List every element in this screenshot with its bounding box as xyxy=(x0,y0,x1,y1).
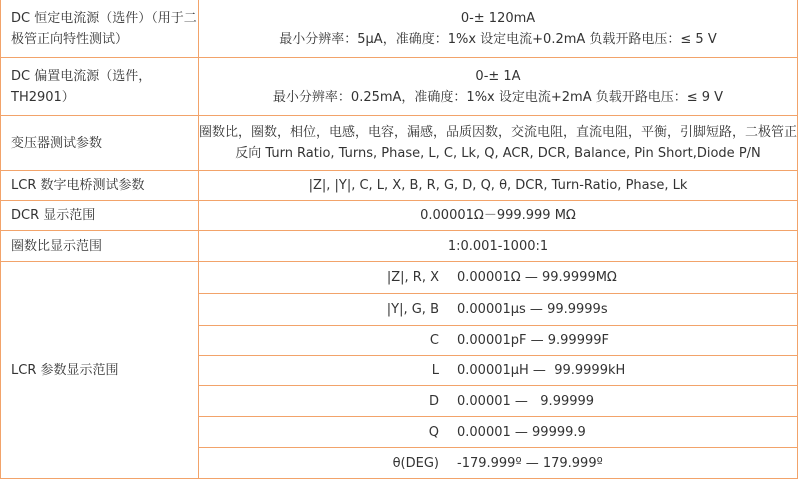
lcr-range-cell xyxy=(199,417,798,448)
lcr-range: 0.00001pF — 9.99999F xyxy=(457,333,609,348)
lcr-param: D xyxy=(428,393,439,409)
lcr-range-cell xyxy=(199,386,798,417)
table-row xyxy=(1,58,798,116)
lcr-range-cell xyxy=(199,262,798,294)
row-value xyxy=(199,231,798,262)
value-line: 最小分辨率：5µA，准确度：1%x 设定电流+0.2mA 负载开路电压：≤ 5 V xyxy=(279,31,717,47)
value-line: 反向 Turn Ratio, Turns, Phase, L, C, Lk, Q, ACR, DCR, Balance, Pin Short,Diode P/N xyxy=(235,146,761,161)
value-line: |Z|, |Y|, C, L, X, B, R, G, D, Q, θ, DCR, Turn-Ratio, Phase, Lk xyxy=(308,178,688,193)
row-label: DCR 显示范围 xyxy=(1,201,199,231)
value-line: 0.00001Ω－999.999 MΩ xyxy=(420,208,576,223)
lcr-range-cell xyxy=(199,326,798,356)
row-label: 圈数比显示范围 xyxy=(1,231,199,262)
lcr-range: 0.00001 — 99999.9 xyxy=(457,424,586,440)
lcr-range: 0.00001 — 9.99999 xyxy=(457,393,595,409)
lcr-range: -179.999º — 179.999º xyxy=(457,455,603,471)
table-row xyxy=(1,262,798,294)
lcr-param: L xyxy=(431,363,439,378)
lcr-range-cell xyxy=(199,448,798,479)
row-label: DC 偏置电流源（选件，TH2901） xyxy=(1,58,199,116)
lcr-param: C xyxy=(429,333,439,348)
value-line: 0-± 1A xyxy=(475,68,521,84)
lcr-param: |Y|, G, B xyxy=(386,302,439,317)
table-row xyxy=(1,231,798,262)
row-value xyxy=(199,0,798,58)
value-line: 1:0.001-1000:1 xyxy=(447,238,549,254)
value-line: 0-± 120mA xyxy=(460,10,536,26)
row-label: LCR 参数显示范围 xyxy=(1,262,199,479)
row-label: DC 恒定电流源（选件）（用于二极管正向特性测试） xyxy=(1,0,199,58)
lcr-param: θ(DEG) xyxy=(392,455,439,471)
row-value xyxy=(199,171,798,201)
value-line: 最小分辨率：0.25mA，准确度：1%x 设定电流+2mA 负载开路电压：≤ 9 V xyxy=(272,89,724,105)
table-row xyxy=(1,201,798,231)
table-row xyxy=(1,116,798,171)
row-value xyxy=(199,201,798,231)
lcr-range: 0.00001Ω — 99.9999MΩ xyxy=(457,270,617,285)
lcr-range: 0.00001µH — 99.9999kH xyxy=(457,363,626,378)
table-row xyxy=(1,0,798,58)
value-line: 圈数比，圈数，相位，电感，电容，漏感，品质因数，交流电阻，直流电阻，平衡，引脚短路，二极管正 xyxy=(199,125,798,140)
lcr-param: |Z|, R, X xyxy=(386,270,439,285)
row-label: LCR 数字电桥测试参数 xyxy=(1,171,199,201)
lcr-param: Q xyxy=(428,424,439,440)
row-label: 变压器测试参数 xyxy=(1,116,199,171)
lcr-range-cell xyxy=(199,356,798,386)
row-value xyxy=(199,58,798,116)
table-row xyxy=(1,171,798,201)
lcr-range: 0.00001µs — 99.9999s xyxy=(457,302,608,317)
row-value xyxy=(199,116,798,171)
lcr-range-cell xyxy=(199,294,798,326)
